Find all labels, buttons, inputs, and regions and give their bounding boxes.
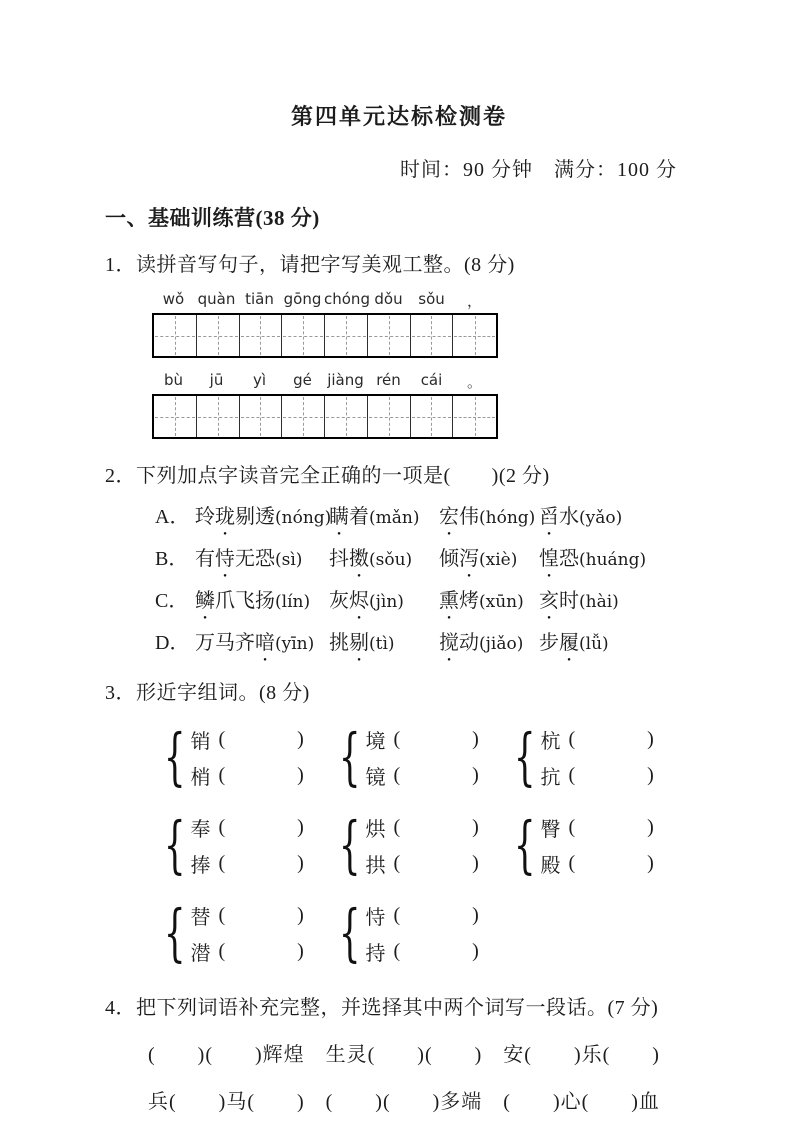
hanzi-char: 镜	[365, 766, 386, 789]
dotted-word	[539, 548, 579, 570]
dotted-word	[539, 506, 579, 528]
dotted-word	[439, 590, 479, 612]
writing-grid-cell	[240, 315, 283, 356]
hanzi-char: 倾	[439, 548, 459, 570]
pinyin-annotation: (tì)	[369, 634, 395, 654]
hanzi-char: 剔	[235, 506, 255, 528]
hanzi-char: 亥 ●	[539, 584, 559, 613]
word-pair-line: 镜 ( )	[365, 757, 478, 793]
question-4-stem: 4．把下列词语补充完整，并选择其中两个词写一段话。(7 分)	[105, 997, 659, 1019]
dotted-word	[439, 548, 479, 570]
pinyin-annotation: (mǎn)	[369, 508, 420, 528]
pinyin-annotation: (xiè)	[479, 550, 518, 570]
option-word-item	[439, 500, 539, 529]
question-1-writing-area	[105, 290, 693, 439]
pinyin-syllable: ，	[466, 292, 482, 310]
hanzi-char: 抗	[540, 766, 561, 789]
writing-grid-cell	[368, 315, 411, 356]
word-pair-group	[330, 897, 505, 969]
option-word-item	[439, 542, 539, 571]
option-row	[155, 626, 693, 656]
pinyin-annotation: (yǎo)	[579, 508, 623, 528]
dotted-word	[439, 632, 479, 654]
option-row	[155, 584, 693, 614]
word-pair-line: 奉 ( )	[190, 809, 303, 845]
hanzi-char: 烤	[459, 590, 479, 612]
option-word-item	[195, 626, 329, 655]
hanzi-char: 恃	[365, 906, 386, 929]
pinyin-annotation: (lǚ)	[579, 634, 609, 654]
pinyin-syllable: tiān	[245, 290, 274, 308]
word-pair-column	[365, 809, 478, 881]
word-pair-column	[365, 721, 478, 793]
hanzi-char: 有	[195, 548, 215, 570]
option-word-item	[539, 626, 609, 655]
hanzi-char: 舀 ●	[539, 500, 559, 529]
hanzi-char: 恐	[255, 548, 275, 570]
word-pair-row	[155, 897, 693, 969]
word-pair-line: 境 ( )	[365, 721, 478, 757]
dotted-word	[195, 590, 275, 612]
option-word-item	[539, 584, 619, 613]
option-label: B．	[155, 548, 189, 570]
word-pair-group	[330, 809, 505, 881]
question-2-stem: 2．下列加点字读音完全正确的一项是( )(2 分)	[105, 465, 550, 487]
hanzi-char: 奉	[190, 818, 211, 841]
hanzi-char: 伟	[459, 506, 479, 528]
writing-grid-cell	[368, 396, 411, 437]
hanzi-char: 替	[190, 906, 211, 929]
question-4-fill-lines	[105, 1038, 693, 1114]
word-pair-group	[330, 721, 505, 793]
pinyin-syllable: quàn	[197, 290, 236, 308]
word-pair-group	[155, 721, 330, 793]
pinyin-syllable: chóng	[324, 290, 370, 308]
hanzi-char: 销	[190, 730, 211, 753]
hanzi-char: 着	[349, 506, 369, 528]
word-pair-line: 杭 ( )	[540, 721, 653, 757]
word-pair-line: 捧 ( )	[190, 845, 303, 881]
question-1-stem: 1．读拼音写句子，请把字写美观工整。(8 分)	[105, 254, 515, 276]
option-word-item	[195, 500, 332, 529]
option-word-item	[439, 626, 539, 655]
option-word-item	[539, 500, 622, 529]
hanzi-char: 齐	[235, 632, 255, 654]
hanzi-char: 爪	[215, 590, 235, 612]
hanzi-char: 透	[255, 506, 275, 528]
question-3-word-groups	[105, 721, 693, 969]
left-brace: {	[513, 720, 536, 793]
word-pair-line: 潜 ( )	[190, 933, 303, 969]
pinyin-annotation: (hóng)	[479, 508, 536, 528]
word-pair-column	[540, 809, 653, 881]
word-pair-column	[365, 897, 478, 969]
pinyin-annotation: (nóng)	[275, 508, 332, 528]
option-row	[155, 500, 693, 530]
pinyin-syllable: bù	[163, 371, 184, 389]
pinyin-syllable: cái	[420, 371, 443, 389]
hanzi-char: 马	[215, 632, 235, 654]
hanzi-char: 烘	[365, 818, 386, 841]
hanzi-char: 熏 ●	[439, 584, 459, 613]
option-word-item	[329, 500, 439, 529]
word-pair-line: 恃 ( )	[365, 897, 478, 933]
writing-grid-cell	[282, 396, 325, 437]
hanzi-char: 持	[365, 942, 386, 965]
option-word-item	[195, 542, 329, 571]
writing-grid-cell	[240, 396, 283, 437]
word-pair-group	[155, 897, 330, 969]
pinyin-annotation: (sì)	[275, 550, 303, 570]
pinyin-grid-block	[152, 290, 496, 358]
option-word-item	[329, 542, 439, 571]
hanzi-char: 擞 ●	[349, 542, 369, 571]
writing-grid-cell	[154, 315, 197, 356]
word-pair-row	[155, 721, 693, 793]
word-pair-group	[155, 809, 330, 881]
left-brace: {	[163, 720, 186, 793]
word-pair-column	[190, 897, 303, 969]
word-pair-group	[505, 809, 680, 881]
question-2-options	[105, 500, 693, 656]
word-pair-line: 梢 ( )	[190, 757, 303, 793]
hanzi-char: 步	[539, 632, 559, 654]
hanzi-char: 珑 ●	[215, 500, 235, 529]
option-row	[155, 542, 693, 572]
word-pair-column	[540, 721, 653, 793]
writing-grid-cell	[197, 315, 240, 356]
pinyin-syllable: sǒu	[418, 290, 445, 308]
hanzi-char: 惶 ●	[539, 542, 559, 571]
left-brace: {	[163, 808, 186, 881]
pinyin-annotation: (lín)	[275, 592, 311, 612]
dotted-word	[539, 590, 579, 612]
hanzi-char: 万	[195, 632, 215, 654]
option-word-item	[539, 542, 646, 571]
option-word-item	[195, 584, 329, 613]
pinyin-syllable: dǒu	[374, 290, 403, 308]
writing-grid-cell	[282, 315, 325, 356]
pinyin-syllable: jū	[209, 371, 224, 389]
hanzi-char: 鳞 ●	[195, 584, 215, 613]
hanzi-char: 烬 ●	[349, 584, 369, 613]
hanzi-char: 瞒 ●	[329, 500, 349, 529]
word-pair-line: 抗 ( )	[540, 757, 653, 793]
hanzi-char: 时	[559, 590, 579, 612]
option-label: D．	[155, 632, 190, 654]
hanzi-char: 搅 ●	[439, 626, 459, 655]
word-pair-line: 替 ( )	[190, 897, 303, 933]
writing-grid-cell	[197, 396, 240, 437]
hanzi-char: 喑 ●	[255, 626, 275, 655]
hanzi-char: 臀	[540, 818, 561, 841]
hanzi-char: 泻 ●	[459, 542, 479, 571]
dotted-word	[439, 506, 479, 528]
question-3-stem: 3．形近字组词。(8 分)	[105, 682, 310, 704]
writing-grid-cell	[325, 315, 368, 356]
hanzi-char: 抖	[329, 548, 349, 570]
hanzi-char: 恐	[559, 548, 579, 570]
q4-fill-line: ( )( )辉煌 生灵( )( ) 安( )乐( )	[148, 1044, 660, 1066]
hanzi-char: 玲	[195, 506, 215, 528]
dotted-word	[195, 506, 275, 528]
pinyin-annotation: (hài)	[579, 592, 619, 612]
word-pair-column	[190, 721, 303, 793]
left-brace: {	[513, 808, 536, 881]
word-pair-line: 持 ( )	[365, 933, 478, 969]
hanzi-char: 恃 ●	[215, 542, 235, 571]
hanzi-char: 灰	[329, 590, 349, 612]
hanzi-char: 拱	[365, 854, 386, 877]
writing-grid	[152, 394, 498, 439]
q4-fill-line: 兵( )马( ) ( )( )多端 ( )心( )血	[148, 1091, 660, 1113]
word-pair-line: 殿 ( )	[540, 845, 653, 881]
option-word-item	[439, 584, 539, 613]
dotted-word	[539, 632, 579, 654]
hanzi-char: 潜	[190, 942, 211, 965]
word-pair-row	[155, 809, 693, 881]
hanzi-char: 境	[365, 730, 386, 753]
pinyin-syllable: gōng	[283, 290, 322, 308]
section-1-heading: 一、基础训练营(38 分)	[105, 206, 320, 230]
pinyin-syllable: 。	[466, 373, 482, 391]
pinyin-annotation: (yīn)	[275, 634, 315, 654]
hanzi-char: 捧	[190, 854, 211, 877]
hanzi-char: 宏 ●	[439, 500, 459, 529]
dotted-word	[329, 590, 369, 612]
option-label: C．	[155, 590, 189, 612]
writing-grid-cell	[154, 396, 197, 437]
pinyin-annotation: (huáng)	[579, 550, 647, 570]
word-pair-column	[190, 809, 303, 881]
left-brace: {	[163, 896, 186, 969]
pinyin-grid-block	[152, 371, 496, 439]
writing-grid	[152, 313, 498, 358]
writing-grid-cell	[453, 396, 496, 437]
hanzi-char: 梢	[190, 766, 211, 789]
hanzi-char: 杭	[540, 730, 561, 753]
word-pair-group	[505, 721, 680, 793]
pinyin-annotation: (jìn)	[369, 592, 404, 612]
pinyin-syllable: wǒ	[162, 290, 185, 308]
hanzi-char: 扬	[255, 590, 275, 612]
word-pair-line: 拱 ( )	[365, 845, 478, 881]
pinyin-syllable: yì	[252, 371, 267, 389]
writing-grid-cell	[453, 315, 496, 356]
pinyin-annotation: (sǒu)	[369, 550, 413, 570]
hanzi-char: 水	[559, 506, 579, 528]
hanzi-char: 挑	[329, 632, 349, 654]
left-brace: {	[338, 720, 361, 793]
dotted-word	[329, 506, 369, 528]
dotted-word	[329, 632, 369, 654]
left-brace: {	[338, 808, 361, 881]
writing-grid-cell	[411, 315, 454, 356]
pinyin-syllable: jiàng	[327, 371, 364, 389]
hanzi-char: 殿	[540, 854, 561, 877]
option-word-item	[329, 626, 439, 655]
writing-grid-cell	[325, 396, 368, 437]
hanzi-char: 剔 ●	[349, 626, 369, 655]
pinyin-annotation: (xūn)	[479, 592, 524, 612]
option-word-item	[329, 584, 439, 613]
word-pair-line: 销 ( )	[190, 721, 303, 757]
hanzi-char: 动	[459, 632, 479, 654]
word-pair-line: 臀 ( )	[540, 809, 653, 845]
pinyin-syllable: gé	[293, 371, 312, 389]
exam-time-score: 时间：90 分钟 满分：100 分	[400, 159, 677, 181]
pinyin-row	[152, 290, 496, 311]
dotted-word	[195, 548, 275, 570]
left-brace: {	[338, 896, 361, 969]
word-pair-line: 烘 ( )	[365, 809, 478, 845]
option-label: A．	[155, 506, 190, 528]
hanzi-char: 飞	[235, 590, 255, 612]
hanzi-char: 无	[235, 548, 255, 570]
writing-grid-cell	[411, 396, 454, 437]
dotted-word	[329, 548, 369, 570]
dotted-word	[195, 632, 275, 654]
pinyin-syllable: rén	[376, 371, 401, 389]
pinyin-row	[152, 371, 496, 392]
pinyin-annotation: (jiǎo)	[479, 634, 524, 654]
hanzi-char: 履 ●	[559, 626, 579, 655]
page-title: 第四单元达标检测卷	[290, 104, 507, 129]
